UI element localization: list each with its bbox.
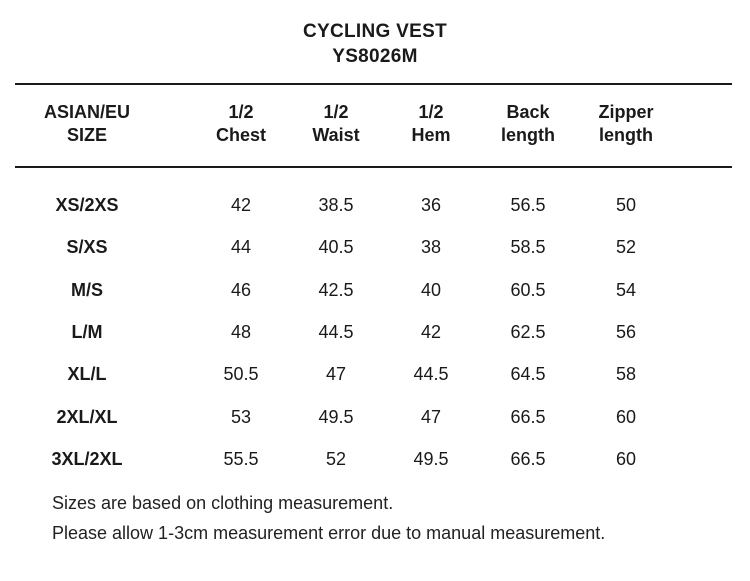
measurement-cell: 44 [230, 237, 252, 258]
measurement-cell: 64.5 [510, 364, 546, 385]
table-top-divider [15, 83, 732, 85]
measurement-cell: 44.5 [318, 321, 354, 342]
note-measurement-error: Please allow 1-3cm measurement error due to manual measurement. [52, 523, 606, 543]
measurement-cell: 50.5 [223, 364, 259, 385]
header-waist-line2: Waist [312, 125, 360, 145]
measurement-cell: 46 [230, 279, 252, 300]
measurement-cell: 56 [615, 321, 637, 342]
measurement-cell: 38.5 [318, 195, 354, 215]
measurement-cell: 47 [420, 406, 442, 427]
size-label: L/M [71, 321, 103, 342]
measurement-cell: 60 [615, 448, 637, 469]
measurement-cell: 49.5 [413, 448, 449, 469]
measurement-cell: 54 [615, 279, 637, 300]
measurement-cell: 66.5 [510, 406, 546, 427]
measurement-cell: 62.5 [510, 321, 546, 342]
measurement-cell: 47 [325, 364, 347, 385]
header-hem-line2: Hem [411, 125, 451, 145]
header-hem [411, 101, 450, 147]
measurement-cell: 52 [325, 448, 347, 469]
measurement-cell: 44.5 [413, 364, 449, 385]
note-measurement-basis: Sizes are based on clothing measurement. [52, 493, 394, 513]
product-title: CYCLING VEST [302, 21, 447, 42]
measurement-cell: 55.5 [223, 448, 259, 469]
product-code: YS8026M [332, 46, 418, 67]
header-zipper-length [598, 101, 653, 147]
header-waist-line1: 1/2 [323, 102, 349, 122]
measurement-cell: 52 [615, 237, 637, 258]
measurement-cell: 66.5 [510, 448, 546, 469]
header-zipper-line2: length [598, 125, 653, 145]
header-chest-line2: Chest [215, 125, 267, 145]
header-size-line1: ASIAN/EU [43, 102, 131, 122]
measurement-cell: 60.5 [510, 279, 546, 300]
measurement-cell: 50 [615, 195, 637, 215]
header-waist [312, 101, 359, 147]
header-chest [216, 101, 266, 147]
size-label: XL/L [67, 364, 107, 385]
measurement-cell: 42.5 [318, 279, 354, 300]
measurement-cell: 42 [230, 195, 252, 215]
header-zipper-line1: Zipper [598, 102, 654, 122]
size-label: M/S [70, 279, 104, 300]
size-label: S/XS [66, 237, 108, 258]
header-size-line2: SIZE [66, 125, 108, 145]
measurement-cell: 48 [230, 321, 252, 342]
header-chest-line1: 1/2 [228, 102, 254, 122]
measurement-cell: 40.5 [318, 237, 354, 258]
measurement-cell: 36 [420, 195, 442, 215]
measurement-cell: 40 [420, 279, 442, 300]
measurement-cell: 56.5 [510, 195, 546, 215]
header-back-line2: length [501, 125, 555, 145]
measurement-cell: 58 [615, 364, 637, 385]
header-back-length [501, 101, 555, 147]
header-size [44, 101, 130, 147]
size-label: XS/2XS [55, 195, 119, 215]
table-header-divider [15, 166, 732, 168]
measurement-cell: 53 [230, 406, 252, 427]
measurement-cell: 60 [615, 406, 637, 427]
measurement-cell: 58.5 [510, 237, 546, 258]
header-back-line1: Back [506, 102, 550, 122]
measurement-cell: 49.5 [318, 406, 354, 427]
measurement-cell: 42 [420, 321, 442, 342]
measurement-cell: 38 [420, 237, 442, 258]
header-hem-line1: 1/2 [418, 102, 444, 122]
size-label: 3XL/2XL [51, 448, 123, 469]
size-label: 2XL/XL [56, 406, 118, 427]
